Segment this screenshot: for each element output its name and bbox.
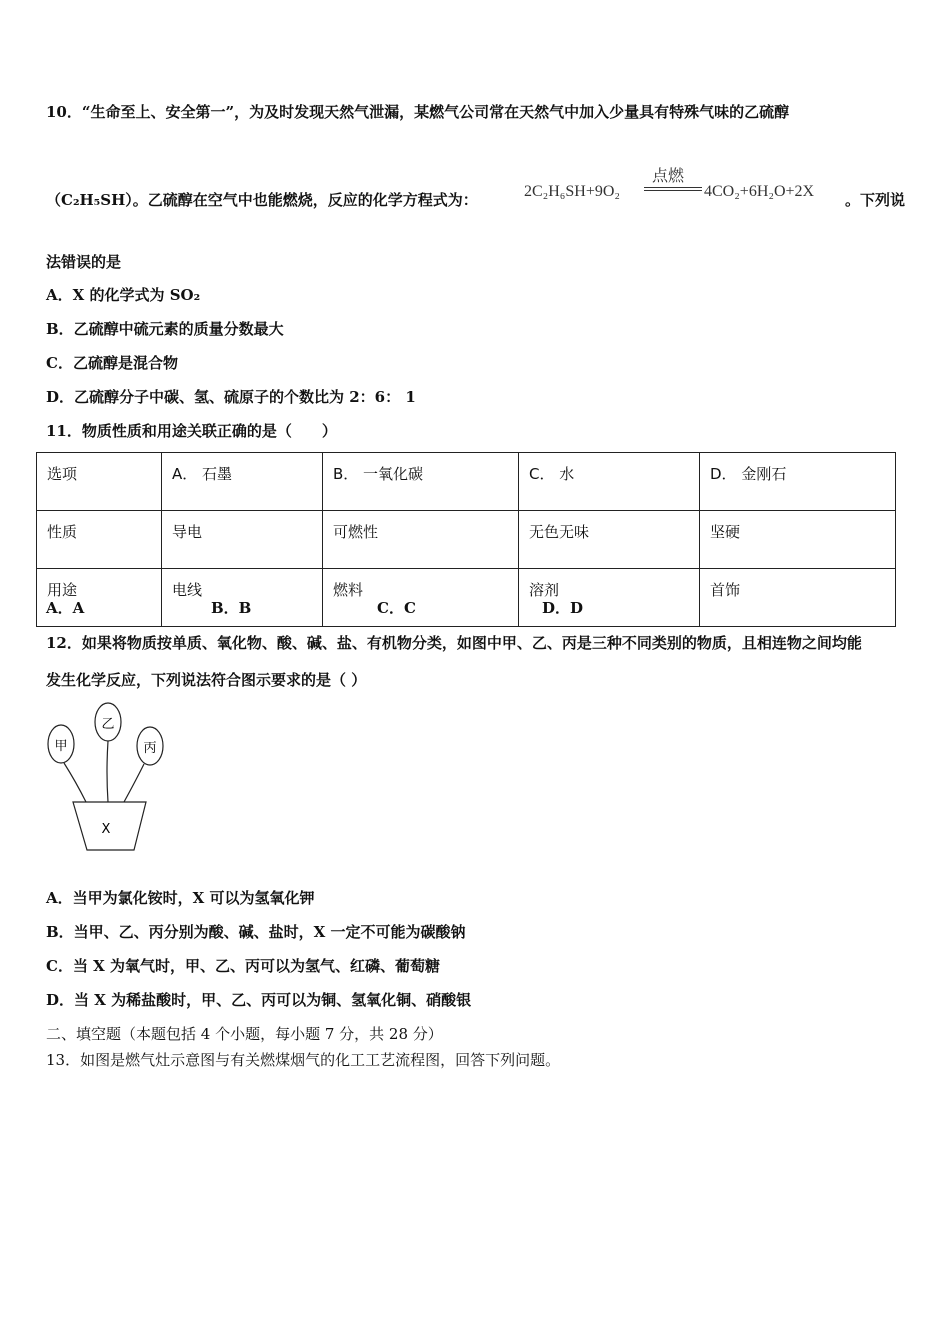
table-row — [37, 511, 896, 569]
table-row — [37, 569, 896, 627]
table-cell: 导电 — [162, 511, 323, 569]
table-cell: C． 水 — [519, 453, 700, 511]
equation-bar — [644, 187, 702, 188]
q11-answer-d: D．D — [542, 599, 584, 617]
table-cell: 电线 — [162, 569, 323, 627]
q12-option-b: B．当甲、乙、丙分别为酸、碱、盐时，X 一定不可能为碳酸钠 — [46, 923, 466, 941]
balloon-a-label: 甲 — [54, 739, 68, 754]
table-row — [37, 453, 896, 511]
table-cell: 无色无味 — [519, 511, 700, 569]
table-cell: B． 一氧化碳 — [323, 453, 519, 511]
table-cell: 燃料 — [323, 569, 519, 627]
q11-table — [36, 452, 896, 627]
q10-stem-line3: 法错误的是 — [46, 253, 122, 271]
string-c — [124, 764, 144, 802]
q11-answer-b: B．B — [211, 599, 252, 617]
table-cell: 性质 — [37, 511, 162, 569]
q11-answer-a: A．A — [46, 599, 85, 617]
table-cell: A． 石墨 — [162, 453, 323, 511]
q10-stem-line1: 10．“生命至上、安全第一”，为及时发现天然气泄漏，某燃气公司常在天然气中加入少量具有特殊气味的乙硫醇 — [46, 103, 790, 121]
chemical-equation — [524, 163, 844, 213]
table-cell: 可燃性 — [323, 511, 519, 569]
string-a — [64, 763, 86, 802]
section-heading: 二、填空题（本题包括 4 个小题，每小题 7 分，共 28 分） — [46, 1025, 443, 1043]
table-cell: 首饰 — [700, 569, 896, 627]
table-cell: D． 金刚石 — [700, 453, 896, 511]
table-cell: 用途 — [37, 569, 162, 627]
equation-lhs: 2C₂H₆SH+9O₂ — [524, 183, 620, 200]
q10-option-b: B．乙硫醇中硫元素的质量分数最大 — [46, 320, 284, 338]
balloon-pot-figure — [40, 700, 180, 860]
q10-option-a: A．X 的化学式为 SO₂ — [46, 286, 201, 304]
equation-condition: 点燃 — [652, 168, 685, 185]
q12-stem-line1: 12．如果将物质按单质、氧化物、酸、碱、盐、有机物分类，如图中甲、乙、丙是三种不同类别的物质，且相连物之间均能 — [46, 634, 862, 652]
q10-stem-line2: （C₂H₅SH）。乙硫醇在空气中也能燃烧，反应的化学方程式为： — [46, 191, 478, 209]
q12-stem-line2: 发生化学反应，下列说法符合图示要求的是（ ） — [46, 671, 367, 689]
balloon-b-label: 乙 — [101, 717, 115, 732]
pot-label: X — [101, 822, 111, 837]
balloon-c-label: 丙 — [143, 741, 157, 756]
table-cell: 溶剂 — [519, 569, 700, 627]
q10-option-d: D．乙硫醇分子中碳、氢、硫原子的个数比为 2：6： 1 — [46, 388, 416, 406]
q12-option-a: A．当甲为氯化铵时，X 可以为氢氧化钾 — [46, 889, 315, 907]
q10-option-c: C．乙硫醇是混合物 — [46, 354, 178, 372]
q10-stem-line2-suffix: 。下列说 — [845, 191, 906, 209]
q12-option-c: C．当 X 为氧气时，甲、乙、丙可以为氢气、红磷、葡萄糖 — [46, 957, 441, 975]
q12-option-d: D．当 X 为稀盐酸时，甲、乙、丙可以为铜、氢氧化铜、硝酸银 — [46, 991, 472, 1009]
q11-stem: 11．物质性质和用途关联正确的是（ ） — [46, 422, 337, 440]
table-cell: 坚硬 — [700, 511, 896, 569]
equation-rhs: 4CO₂+6H₂O+2X — [704, 183, 815, 200]
q11-answer-c: C．C — [377, 599, 416, 617]
q13-stem: 13．如图是燃气灶示意图与有关燃煤烟气的化工工艺流程图，回答下列问题。 — [46, 1051, 561, 1069]
equation-bar — [644, 190, 702, 191]
string-b — [107, 741, 108, 802]
table-cell: 选项 — [37, 453, 162, 511]
